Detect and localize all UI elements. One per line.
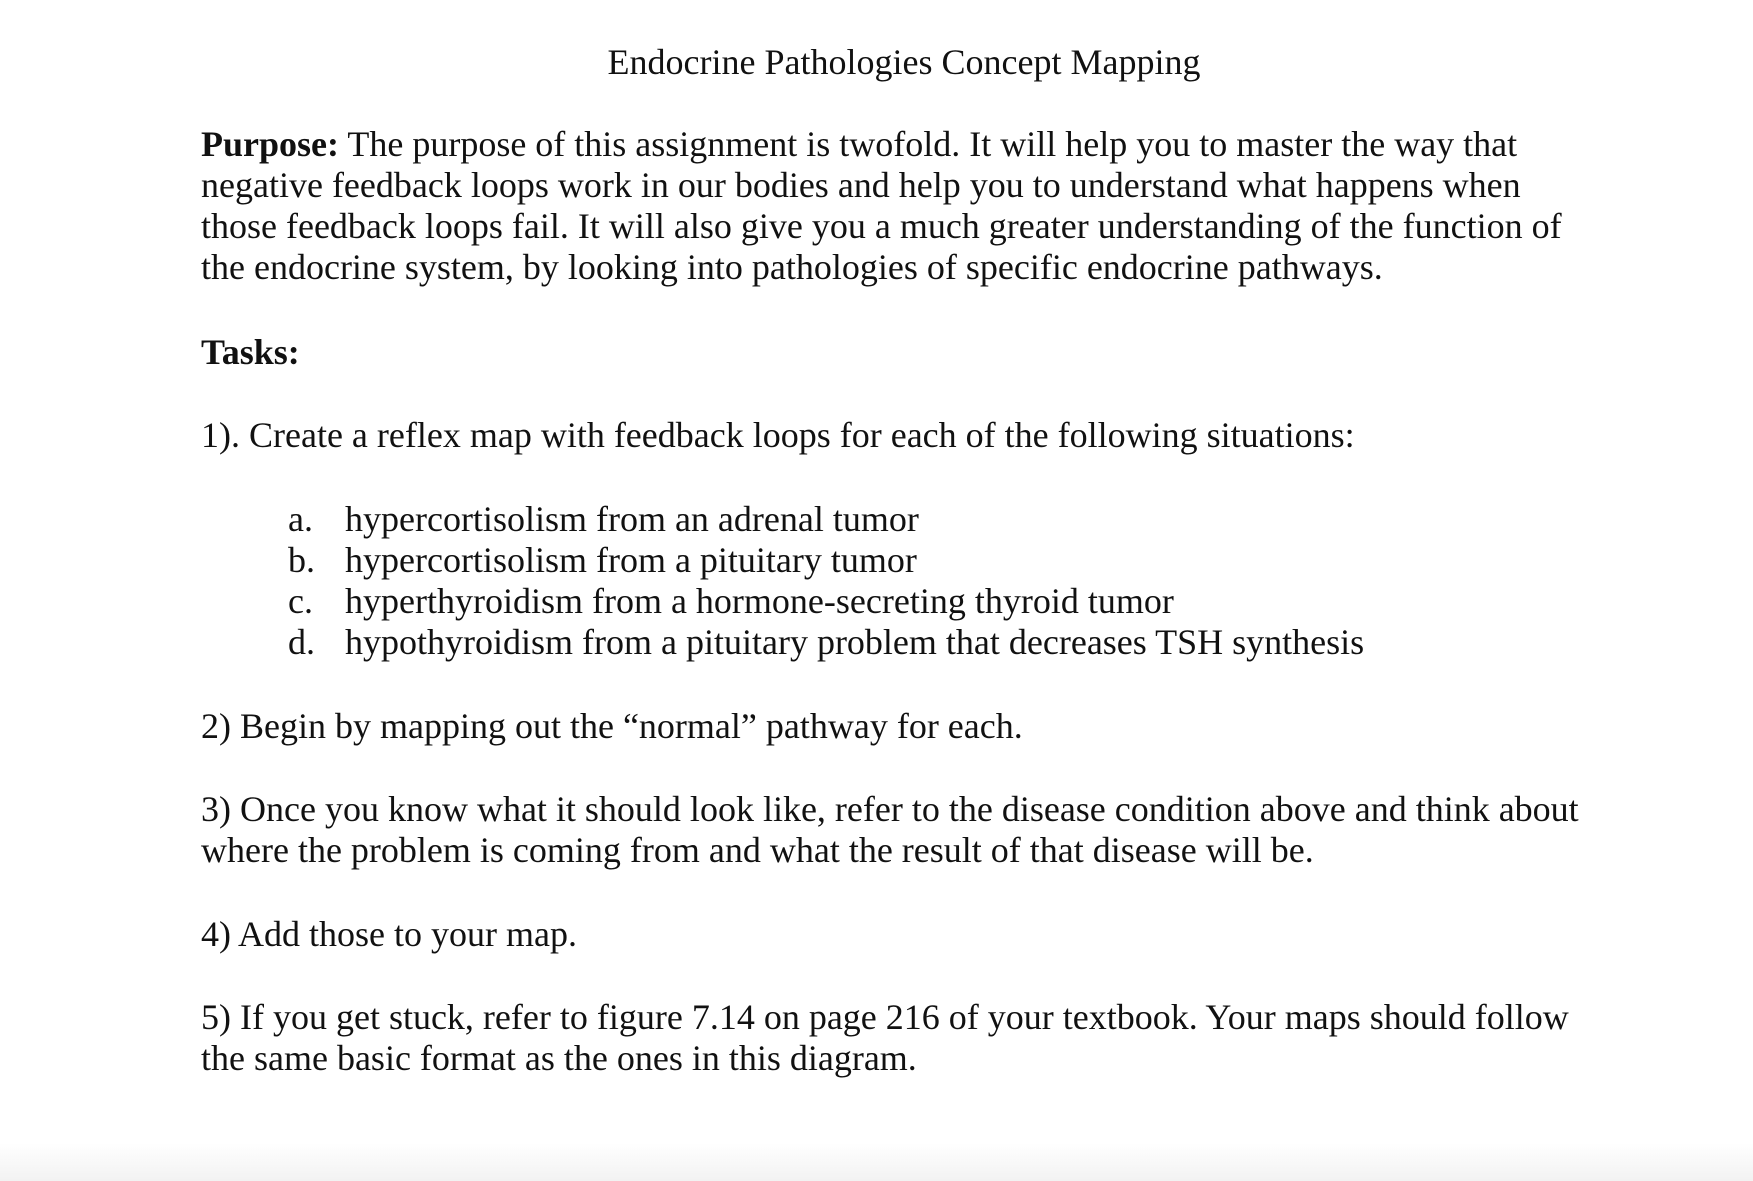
task-5-line: 5) If you get stuck, refer to figure 7.14 on page 216 of your textbook. Your maps should follow xyxy=(201,997,1569,1037)
list-marker: d. xyxy=(288,622,315,662)
document-title: Endocrine Pathologies Concept Mapping xyxy=(607,42,1201,82)
task-5 xyxy=(201,997,1601,1079)
purpose-line: those feedback loops fail. It will also give you a much greater understanding of the function of xyxy=(201,206,1562,246)
task-4: 4) Add those to your map. xyxy=(201,914,577,954)
purpose-line: the endocrine system, by looking into pathologies of specific endocrine pathways. xyxy=(201,247,1383,287)
task-3 xyxy=(201,789,1601,871)
list-item xyxy=(288,581,1364,622)
list-item xyxy=(288,622,1364,663)
task-1: 1). Create a reflex map with feedback loops for each of the following situations: xyxy=(201,415,1355,455)
task-2: 2) Begin by mapping out the “normal” pathway for each. xyxy=(201,706,1023,746)
page-bottom-shadow xyxy=(0,1143,1753,1181)
purpose-paragraph xyxy=(201,124,1601,288)
list-marker: a. xyxy=(288,499,313,539)
purpose-line: The purpose of this assignment is twofold. It will help you to master the way that xyxy=(347,124,1518,164)
situations-list xyxy=(288,499,1364,663)
tasks-heading: Tasks: xyxy=(201,332,300,372)
list-item-text: hypothyroidism from a pituitary problem that decreases TSH synthesis xyxy=(345,622,1365,662)
list-item xyxy=(288,499,1364,540)
list-item-text: hyperthyroidism from a hormone-secreting thyroid tumor xyxy=(345,581,1174,621)
task-3-line: where the problem is coming from and what the result of that disease will be. xyxy=(201,830,1314,870)
task-5-line: the same basic format as the ones in this diagram. xyxy=(201,1038,917,1078)
list-marker: c. xyxy=(288,581,313,621)
task-3-line: 3) Once you know what it should look like, refer to the disease condition above and think about xyxy=(201,789,1579,829)
list-item-text: hypercortisolism from a pituitary tumor xyxy=(345,540,917,580)
purpose-line: negative feedback loops work in our bodies and help you to understand what happens when xyxy=(201,165,1521,205)
list-item-text: hypercortisolism from an adrenal tumor xyxy=(345,499,919,539)
list-item xyxy=(288,540,1364,581)
purpose-label: Purpose: xyxy=(201,124,339,164)
list-marker: b. xyxy=(288,540,315,580)
